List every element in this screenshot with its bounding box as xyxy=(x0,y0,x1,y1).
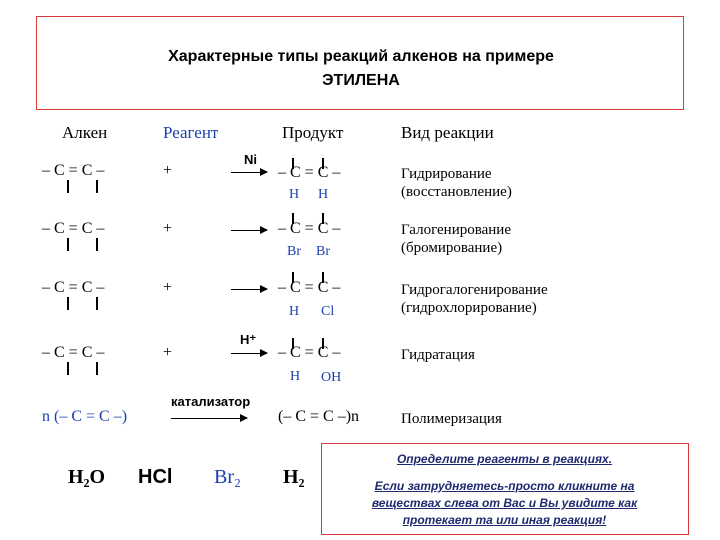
reaction-type: Полимеризация xyxy=(401,411,502,427)
reagent-hcl[interactable]: HCl xyxy=(138,466,173,488)
plus-sign: + xyxy=(163,220,173,237)
title-line-2: ЭТИЛЕНА xyxy=(322,72,400,89)
catalyst-label: катализатор xyxy=(171,394,251,409)
reaction-arrow xyxy=(231,289,267,290)
alkene-formula: – C = C – xyxy=(42,220,105,237)
header-alkene: Алкен xyxy=(62,123,108,142)
substituent-right: Br xyxy=(316,244,330,259)
reaction-type: Галогенирование (бромирование) xyxy=(401,222,511,256)
title-box xyxy=(36,16,684,110)
polymer-reactant: n (– C = C –) xyxy=(42,408,128,425)
reaction-type: Гидратация xyxy=(401,347,475,363)
hint-text: Если затрудняетесь-просто кликните на веществах слева от Вас и Вы увидите как протекает та или иная реакция! xyxy=(371,479,638,527)
reagent-hydrogen[interactable]: H₂ xyxy=(283,466,305,488)
reaction-type: Гидрирование (восстановление) xyxy=(401,166,512,200)
plus-sign: + xyxy=(163,344,173,361)
substituent-left: Br xyxy=(287,244,301,259)
substituent-right: Cl xyxy=(321,304,335,319)
alkene-formula: – C = C – xyxy=(42,344,105,361)
reagent-bromine[interactable]: Br₂ xyxy=(214,466,241,488)
hint-box xyxy=(321,443,689,535)
substituent-right: OH xyxy=(321,370,342,385)
plus-sign: + xyxy=(163,162,173,179)
slide-title xyxy=(37,45,685,93)
title-line-1: Характерные типы реакций алкенов на примере xyxy=(168,48,554,65)
reaction-type: Гидрогалогенирование (гидрохлорирование) xyxy=(401,282,548,316)
reagent-water[interactable]: H₂O xyxy=(68,466,106,488)
substituent-left: H xyxy=(289,187,300,202)
reaction-arrow xyxy=(171,418,247,419)
polymer-product: (– C = C –)n xyxy=(278,408,360,425)
header-reaction-type: Вид реакции xyxy=(401,123,494,142)
substituent-left: H xyxy=(290,369,301,384)
header-reagent: Реагент xyxy=(163,123,219,142)
product-formula: – C = C – xyxy=(278,344,341,361)
alkene-formula: – C = C – xyxy=(42,162,105,179)
reaction-arrow xyxy=(231,172,267,173)
catalyst-label: Ni xyxy=(244,152,257,167)
hint-instruction: Определите реагенты в реакциях. xyxy=(396,452,613,466)
substituent-left: H xyxy=(289,304,300,319)
product-formula: – C = C – xyxy=(278,220,341,237)
alkene-formula: – C = C – xyxy=(42,279,105,296)
product-formula: – C = C – xyxy=(278,279,341,296)
plus-sign: + xyxy=(163,279,173,296)
substituent-right: H xyxy=(318,187,329,202)
reaction-arrow xyxy=(231,353,267,354)
header-product: Продукт xyxy=(282,123,344,142)
catalyst-label: H⁺ xyxy=(240,332,257,347)
product-formula: – C = C – xyxy=(278,164,341,181)
reaction-arrow xyxy=(231,230,267,231)
